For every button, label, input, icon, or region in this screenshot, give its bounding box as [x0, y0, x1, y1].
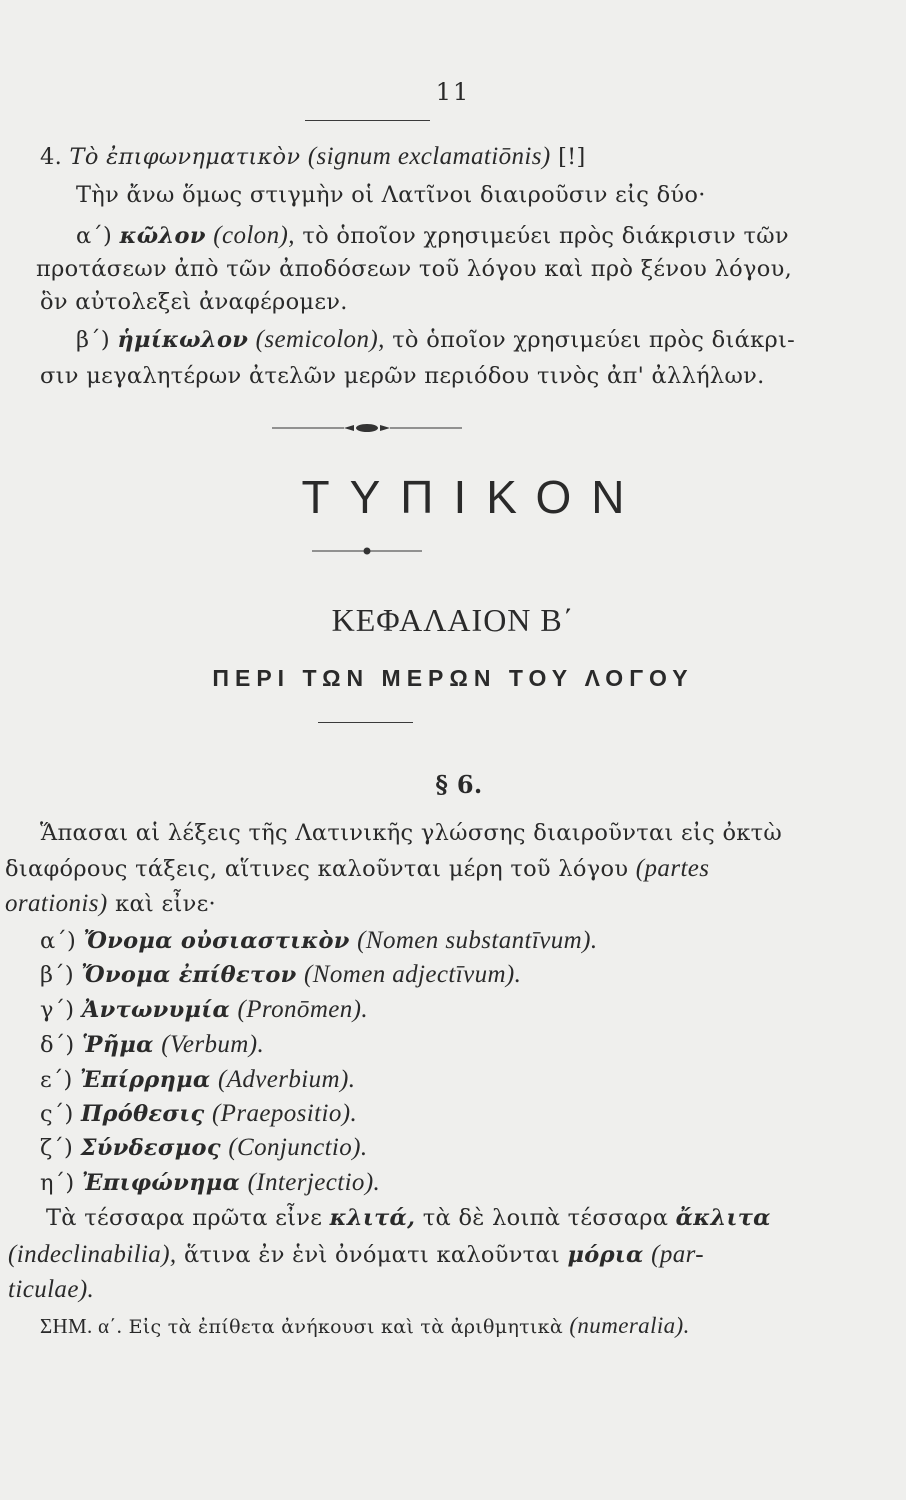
term-greek: ἄκλιτα [675, 1205, 771, 1231]
chapter-title: ΚΕΦΑΛΑΙΟΝ Β΄ [331, 602, 575, 638]
term-latin: (Praepositio). [211, 1100, 358, 1127]
item-letter: α΄) [76, 223, 113, 249]
term-latin: (partes [635, 855, 710, 882]
term-greek: Ῥῆμα [81, 1032, 154, 1058]
chapter-subtitle: ΠΕΡΙ ΤΩΝ ΜΕΡΩΝ ΤΟΥ ΛΟΓΟΥ [212, 665, 694, 691]
parts-list-item [40, 1100, 870, 1128]
p3-line-3 [8, 1276, 838, 1304]
ornament-divider [272, 420, 462, 436]
p1-line-5: ὃν αὐτολεξεὶ ἀναφέρομεν. [40, 289, 348, 315]
term-latin: ticulae). [8, 1276, 95, 1303]
item-letter: η΄) [40, 1170, 75, 1196]
parts-list-item [40, 996, 870, 1024]
p3-line-1 [46, 1205, 876, 1231]
item-letter: γ΄) [40, 997, 75, 1023]
exclamation-sign: [!] [558, 144, 586, 170]
p2-line-1: Ἅπασαι αἱ λέξεις τῆς Λατινικῆς γλώσσης διαιροῦνται εἰς ὀκτὼ [40, 820, 783, 846]
text: ἅτινα ἐν ἑνὶ ὀνόματι καλοῦνται [184, 1242, 561, 1268]
term-greek: κῶλον [119, 223, 206, 249]
term-latin: (colon), [213, 222, 295, 249]
item-letter: ε΄) [40, 1067, 73, 1093]
page-number: 11 [435, 78, 471, 106]
term-latin: (semicolon), [255, 326, 385, 353]
text: τὸ ὁποῖον χρησιμεύει πρὸς διάκρι- [392, 327, 796, 353]
text: καὶ εἶνε· [115, 891, 216, 917]
p1-line-7: σιν μεγαλητέρων ἀτελῶν μερῶν περιόδου τινὸς ἀπ' ἀλλήλων. [40, 363, 765, 389]
note-line [40, 1313, 870, 1339]
note-label: ΣΗΜ. α΄. [40, 1314, 123, 1338]
note-text: Εἰς τὰ ἐπίθετα ἀνήκουσι καὶ τὰ ἀριθμητικὰ [128, 1316, 563, 1338]
term-greek: Ὄνομα ἐπίθετον [81, 962, 297, 988]
parts-list-item [40, 1169, 870, 1197]
term-latin: (Verbum). [161, 1031, 265, 1058]
page-number-rule [305, 120, 430, 121]
term-greek: Ὄνομα οὐσιαστικὸν [83, 928, 350, 954]
item-letter: δ΄) [40, 1032, 75, 1058]
p1-line-4: προτάσεων ἀπὸ τῶν ἀποδόσεων τοῦ λόγου καὶ πρὸ ξένου λόγου, [36, 256, 793, 282]
parts-list-item [40, 1134, 870, 1162]
text: τὰ δὲ λοιπὰ τέσσαρα [422, 1205, 669, 1231]
item-letter: β΄) [40, 962, 74, 988]
term-greek: Σύνδεσμος [80, 1135, 221, 1161]
text: Τὰ τέσσαρα πρῶτα εἶνε [46, 1205, 323, 1231]
term-latin: (Nomen adjectīvum). [304, 961, 522, 988]
p1-line-2: Τὴν ἄνω ὅμως στιγμὴν οἱ Λατῖνοι διαιροῦσιν εἰς δύο· [76, 182, 706, 208]
term-latin: (indeclinabilia), [8, 1241, 177, 1268]
term-latin: (Adverbium). [217, 1066, 356, 1093]
parts-list-item [40, 927, 870, 955]
term-latin: (Nomen substantīvum). [357, 927, 598, 954]
p1-line-1 [40, 143, 870, 171]
text: τὸ ὁποῖον χρησιμεύει πρὸς διάκρισιν τῶν [302, 223, 789, 249]
parts-list-item [40, 1066, 870, 1094]
section-number: § 6. [435, 770, 483, 799]
section-title: ΤΥΠΙΚΟΝ [301, 471, 645, 523]
term-latin: (Pronōmen). [237, 996, 369, 1023]
text: διαφόρους τάξεις, αἵτινες καλοῦνται μέρη τοῦ λόγου [5, 856, 629, 882]
term-latin: (signum exclamatiōnis) [307, 143, 551, 170]
p2-line-3 [5, 890, 835, 918]
item-letter: ζ΄) [40, 1135, 74, 1161]
item-letter: ς΄) [40, 1101, 74, 1127]
p1-line-3 [76, 222, 906, 250]
item-number: 4. [40, 144, 63, 170]
term-greek: Πρόθεσις [80, 1101, 205, 1127]
p3-line-2 [8, 1241, 838, 1269]
term-latin: orationis) [5, 890, 108, 917]
item-letter: α΄) [40, 928, 77, 954]
parts-list-item [40, 961, 870, 989]
subtitle-rule [318, 722, 413, 723]
p2-line-2 [5, 855, 835, 883]
item-letter: β΄) [76, 327, 110, 353]
term-greek: κλιτά, [329, 1205, 416, 1231]
parts-list-item [40, 1031, 870, 1059]
term-latin: (numeralia). [569, 1313, 690, 1338]
dot-divider [312, 545, 422, 557]
term-greek: Ἀντωνυμία [81, 997, 231, 1023]
term-latin: (par- [651, 1241, 704, 1268]
term-greek: ἡμίκωλον [117, 327, 249, 353]
term-greek: Τὸ ἐπιφωνηματικὸν [69, 144, 301, 170]
term-latin: (Conjunctio). [228, 1134, 368, 1161]
term-greek: μόρια [567, 1242, 644, 1268]
term-greek: Ἐπιφώνημα [81, 1170, 241, 1196]
term-latin: (Interjectio). [247, 1169, 381, 1196]
term-greek: Ἐπίρρημα [80, 1067, 211, 1093]
p1-line-6 [76, 326, 906, 354]
